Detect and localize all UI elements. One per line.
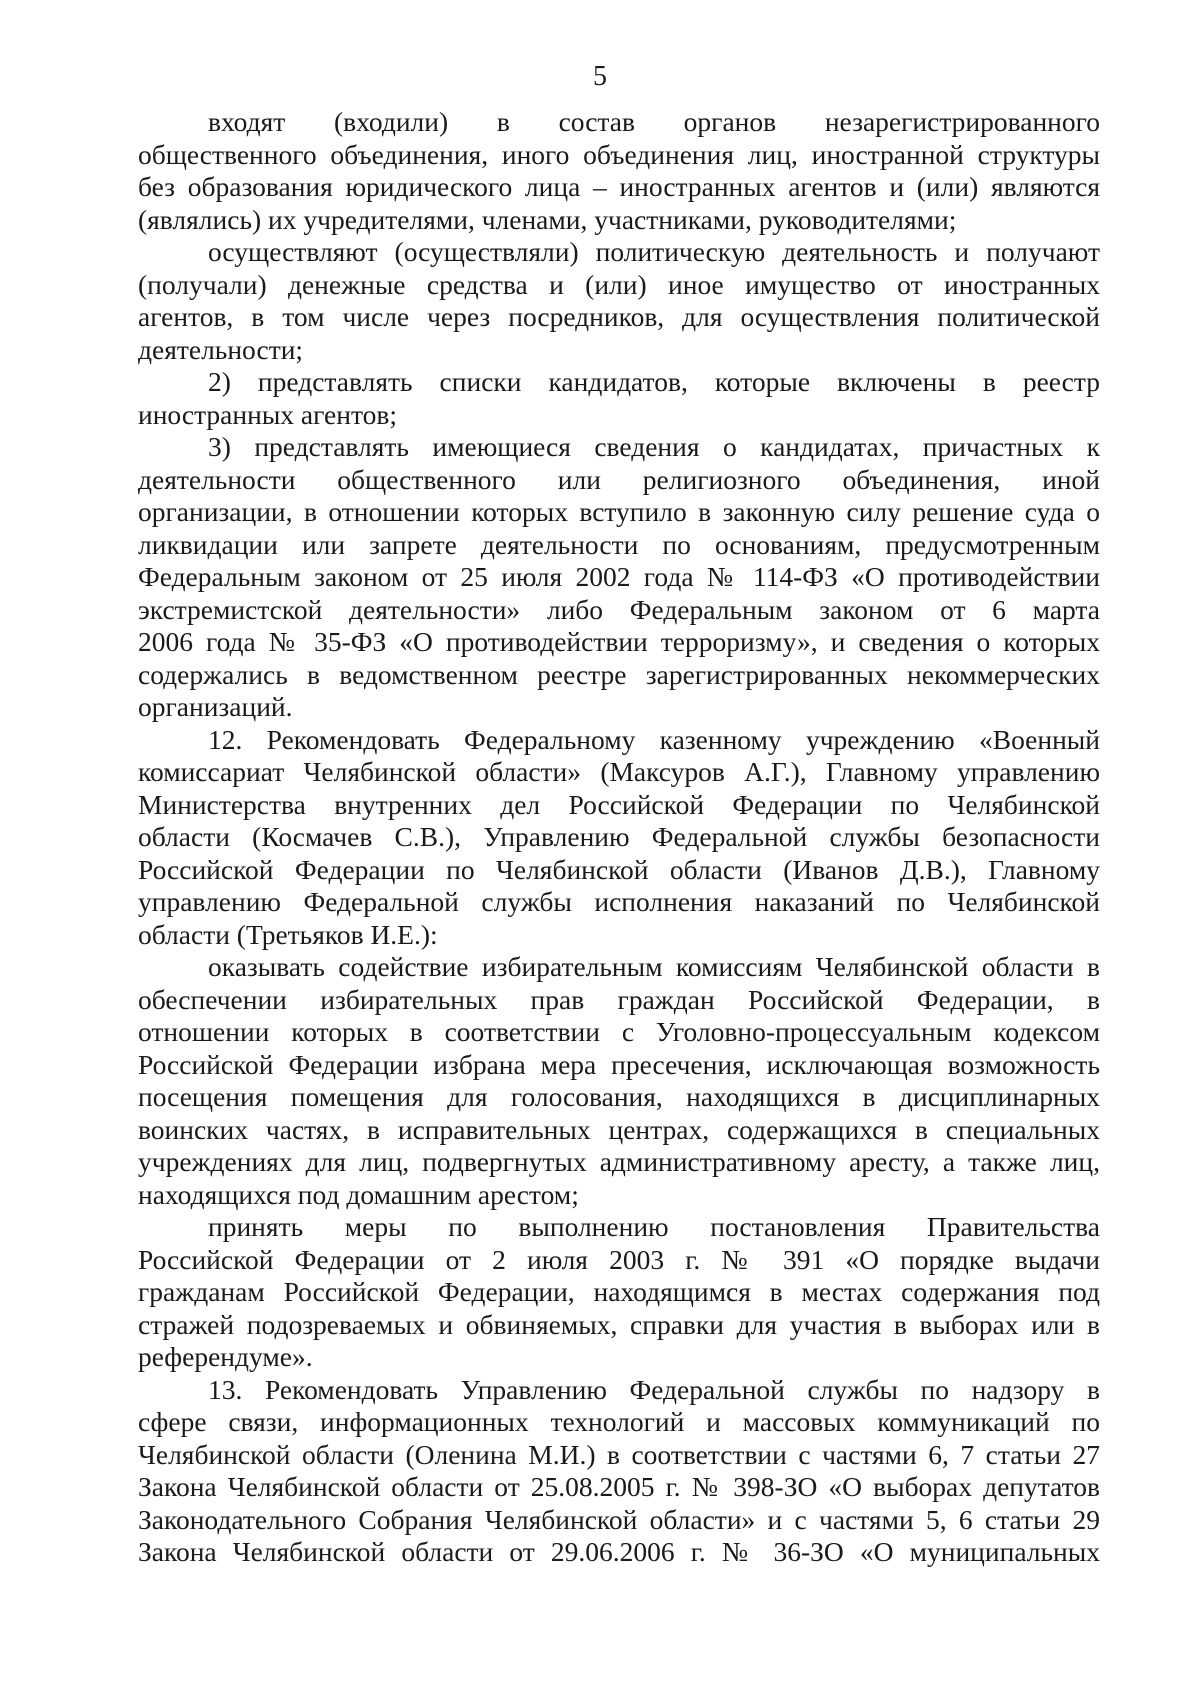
- text-line: 13. Рекомендовать Управлению Федеральной службы по надзору в: [208, 1373, 1100, 1405]
- text-line: находящихся под домашним арестом;: [138, 1178, 579, 1210]
- text-line: 2006 года № 35-ФЗ «О противодействии терроризму», и сведения о которых: [138, 626, 1100, 657]
- text-line: отношении которых в соответствии с Уголовно-процессуальным кодексом: [138, 1016, 1100, 1047]
- text-line: области (Космачев С.В.), Управлению Федеральной службы безопасности: [138, 821, 1100, 852]
- text-line: Министерства внутренних дел Российской Федерации по Челябинской: [138, 788, 1100, 820]
- text-line: организаций.: [138, 691, 293, 722]
- text-line: (являлись) их учредителями, членами, участниками, руководителями;: [138, 203, 957, 235]
- text-line: Российской Федерации от 2 июля 2003 г. № 391 «О порядке выдачи: [138, 1243, 1100, 1275]
- text-line: управлению Федеральной службы исполнения наказаний по Челябинской: [138, 886, 1100, 917]
- text-line: принять меры по выполнению постановления Правительства: [208, 1211, 1100, 1242]
- text-line: входят (входили) в состав органов незарегистрированного: [208, 106, 1100, 137]
- text-line: организации, в отношении которых вступило в законную силу решение суда о: [138, 496, 1100, 527]
- page-number: 5: [593, 61, 607, 92]
- text-line: Российской Федерации избрана мера пресечения, исключающая возможность: [138, 1048, 1100, 1080]
- text-line: Челябинской области (Оленина М.И.) в соответствии с частями 6, 7 статьи 27: [138, 1438, 1100, 1470]
- document-body: [138, 106, 1100, 1569]
- text-line: 2) представлять списки кандидатов, которые включены в реестр: [208, 366, 1100, 397]
- text-line: осуществляют (осуществляли) политическую деятельность и получают: [208, 236, 1100, 267]
- text-line: стражей подозреваемых и обвиняемых, справки для участия в выборах или в: [138, 1308, 1100, 1340]
- text-line: обеспечении избирательных прав граждан Российской Федерации, в: [138, 983, 1100, 1015]
- text-line: ликвидации или запрете деятельности по основаниям, предусмотренным: [138, 528, 1100, 560]
- text-line: содержались в ведомственном реестре зарегистрированных некоммерческих: [138, 658, 1100, 690]
- text-line: воинских частях, в исправительных центрах, содержащихся в специальных: [138, 1113, 1100, 1145]
- text-line: экстремистской деятельности» либо Федеральным законом от 6 марта: [138, 593, 1100, 625]
- text-line: Законодательного Собрания Челябинской области» и с частями 5, 6 статьи 29: [138, 1503, 1100, 1535]
- text-line: сфере связи, информационных технологий и массовых коммуникаций по: [138, 1406, 1100, 1437]
- text-line: (получали) денежные средства и (или) иное имущество от иностранных: [138, 268, 1100, 300]
- text-line: Закона Челябинской области от 25.08.2005 г. № 398-ЗО «О выборах депутатов: [138, 1471, 1100, 1502]
- text-line: иностранных агентов;: [138, 398, 397, 430]
- text-line: комиссариат Челябинской области» (Максуров А.Г.), Главному управлению: [138, 756, 1100, 787]
- text-line: без образования юридического лица – иностранных агентов и (или) являются: [138, 171, 1100, 202]
- text-line: референдуме».: [138, 1341, 313, 1372]
- text-line: общественного объединения, иного объединения лиц, иностранной структуры: [138, 138, 1100, 170]
- text-line: агентов, в том числе через посредников, для осуществления политической: [138, 301, 1100, 332]
- text-line: области (Третьяков И.Е.):: [138, 918, 438, 950]
- text-line: гражданам Российской Федерации, находящимся в местах содержания под: [138, 1276, 1100, 1307]
- text-line: оказывать содействие избирательным комиссиям Челябинской области в: [208, 951, 1100, 982]
- text-line: Федеральным законом от 25 июля 2002 года № 114-ФЗ «О противодействии: [138, 561, 1100, 592]
- text-line: посещения помещения для голосования, находящихся в дисциплинарных: [138, 1081, 1100, 1112]
- text-line: Российской Федерации по Челябинской области (Иванов Д.В.), Главному: [138, 853, 1100, 885]
- text-line: Закона Челябинской области от 29.06.2006 г. № 36-ЗО «О муниципальных: [138, 1536, 1100, 1567]
- text-line: 3) представлять имеющиеся сведения о кандидатах, причастных к: [208, 431, 1100, 462]
- text-line: деятельности;: [138, 333, 304, 365]
- text-line: деятельности общественного или религиозного объединения, иной: [138, 463, 1100, 495]
- text-line: учреждениях для лиц, подвергнутых административному аресту, а также лиц,: [138, 1146, 1100, 1177]
- text-line: 12. Рекомендовать Федеральному казенному учреждению «Военный: [208, 723, 1100, 755]
